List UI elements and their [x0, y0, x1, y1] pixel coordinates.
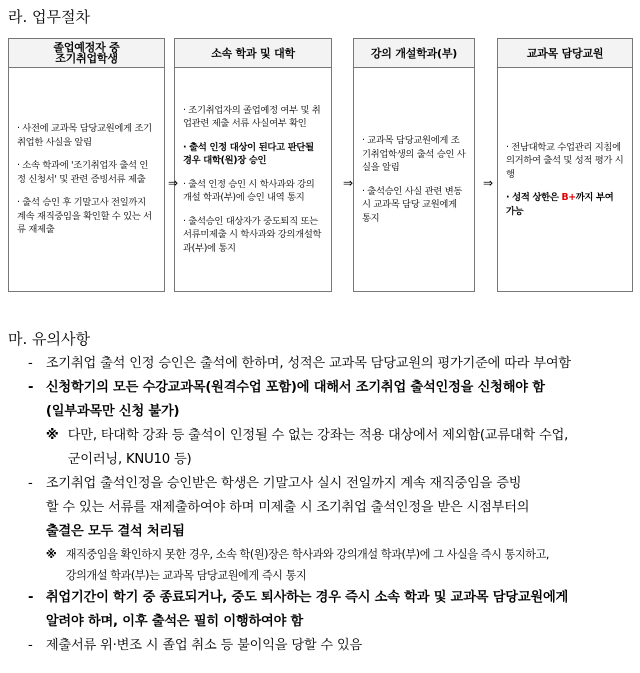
procedure-item	[17, 122, 156, 149]
procedure-item	[17, 196, 156, 237]
procedure-item-text: · 성적 상한은	[506, 192, 562, 204]
note-text: 군이러닝, KNU10 등)	[67, 452, 192, 467]
notes-list	[28, 352, 636, 658]
procedure-item-text: · 소속 학과에 '조기취업자 출석 인정 신청서' 및 관련 증빙서류 제출	[17, 160, 149, 185]
column-header-line: 졸업예정자 중	[53, 41, 120, 54]
procedure-item-text: · 출석승인 대상자가 중도퇴직 또는 서류미제출 시 학사과와 강의개설학과(부)에 통지	[183, 215, 322, 254]
section-heading-procedure: 라. 업무절차	[8, 8, 90, 26]
dash-bullet-icon: -	[28, 638, 33, 653]
note-text: 조기취업 출석 인정 승인은 출석에 한하며, 성적은 교과목 담당교원의 평가기준에 따라 부여함	[45, 356, 572, 371]
procedure-item-text: · 출석 인정 대상이 된다고 판단될 경우 대학(원)장 승인	[183, 141, 314, 167]
dash-bullet-icon: -	[28, 476, 33, 491]
note-text: 취업기간이 학기 중 종료되거나, 중도 퇴사하는 경우 즉시 소속 학과 및 교과목 담당교원에게	[45, 590, 569, 605]
procedure-item	[183, 141, 323, 168]
column-body	[175, 68, 331, 291]
procedure-item-text: · 사전에 교과목 담당교원에게 조기 취업한 사실을 알림	[17, 123, 152, 148]
procedure-item-text: · 출석승인 사실 관련 변동시 교과목 담당 교원에게 통지	[362, 185, 463, 224]
procedure-item	[506, 191, 624, 218]
dash-bullet-icon: -	[28, 380, 34, 395]
column-header	[9, 39, 164, 68]
reference-mark-icon: ※	[45, 428, 59, 443]
column-header-line: 강의 개설학과(부)	[370, 46, 458, 60]
note-line	[28, 586, 632, 610]
note-line	[28, 448, 632, 472]
procedure-item-text: · 출석 인정 승인 시 학사과와 강의개설 학과(부)에 승인 내역 통지	[183, 178, 315, 204]
note-text: 조기취업 출석인정을 승인받은 학생은 기말고사 실시 전일까지 계속 재직중임을 증빙	[45, 476, 522, 491]
note-text: 출결은 모두 결석 처리됨	[45, 524, 185, 539]
column-header	[354, 39, 474, 68]
procedure-item	[17, 159, 156, 186]
procedure-item	[362, 134, 466, 175]
note-text: 알려야 하며, 이후 출석은 필히 이행하여야 함	[45, 614, 304, 629]
note-line	[28, 472, 632, 496]
procedure-item	[362, 185, 466, 226]
procedure-item-text-after: 까지 부여 가능	[506, 192, 614, 217]
col-early-employee	[8, 38, 165, 292]
column-body	[9, 68, 164, 291]
col-department	[174, 38, 332, 292]
flow-arrow-icon: ⇒	[482, 176, 494, 190]
note-line	[28, 520, 632, 544]
note-text: 다만, 타대학 강좌 등 출석이 인정될 수 없는 강좌는 적용 대상에서 제외함(교류대학 수업,	[67, 428, 569, 443]
column-header	[175, 39, 331, 68]
flow-arrow-icon: ⇒	[342, 176, 354, 190]
note-line	[28, 496, 632, 520]
column-header-line: 조기취업학생	[55, 52, 118, 65]
procedure-item-text: · 전남대학교 수업관리 지침에 의거하여 출석 및 성적 평가 시행	[506, 141, 624, 180]
procedure-item-text: · 조기취업자의 졸업예정 여부 및 취업관련 제출 서류 사실여부 확인	[183, 104, 321, 130]
column-header-line: 소속 학과 및 대학	[211, 46, 295, 60]
column-header	[498, 39, 632, 68]
procedure-item-text: · 교과목 담당교원에게 조기취업학생의 출석 승인 사실을 알림	[362, 135, 466, 173]
note-text: 재직중임을 확인하지 못한 경우, 소속 학(원)장은 학사과와 강의개설 학과(부)에 그 사실을 즉시 통지하고,	[65, 548, 550, 561]
flow-arrow-icon: ⇒	[167, 176, 179, 190]
column-body	[498, 68, 632, 291]
procedure-item	[506, 141, 624, 182]
col-course-dept	[353, 38, 475, 292]
note-line	[28, 565, 632, 586]
grade-cap-highlight: B+	[561, 192, 576, 204]
note-text: 할 수 있는 서류를 재제출하여야 하며 미제출 시 조기취업 출석인정을 받은 시점부터의	[45, 500, 530, 515]
procedure-flow	[0, 38, 640, 294]
col-instructor	[497, 38, 633, 292]
dash-bullet-icon: -	[28, 590, 34, 605]
note-line	[28, 610, 632, 634]
note-text: (일부과목만 신청 불가)	[45, 404, 180, 419]
column-body	[354, 68, 474, 291]
note-text: 신청학기의 모든 수강교과목(원격수업 포함)에 대해서 조기취업 출석인정을 신청해야 함	[45, 380, 545, 395]
procedure-item-text: · 출석 승인 후 기말고사 전일까지 계속 재직중임을 확인할 수 있는 서류 재제출	[17, 197, 152, 236]
note-line	[28, 544, 632, 565]
note-line	[28, 400, 632, 424]
procedure-item	[183, 104, 323, 131]
note-line	[28, 352, 632, 376]
dash-bullet-icon: -	[28, 356, 33, 371]
reference-mark-icon: ※	[45, 548, 57, 561]
note-line	[28, 634, 632, 658]
note-text: 제출서류 위·변조 시 졸업 취소 등 불이익을 당할 수 있음	[45, 638, 363, 653]
section-heading-notes: 마. 유의사항	[8, 330, 90, 348]
column-header-line: 교과목 담당교원	[526, 46, 604, 60]
note-text: 강의개설 학과(부)는 교과목 담당교원에게 즉시 통지	[65, 569, 307, 582]
procedure-item	[183, 178, 323, 205]
note-line	[28, 424, 632, 448]
note-line	[28, 376, 632, 400]
procedure-item	[183, 215, 323, 256]
